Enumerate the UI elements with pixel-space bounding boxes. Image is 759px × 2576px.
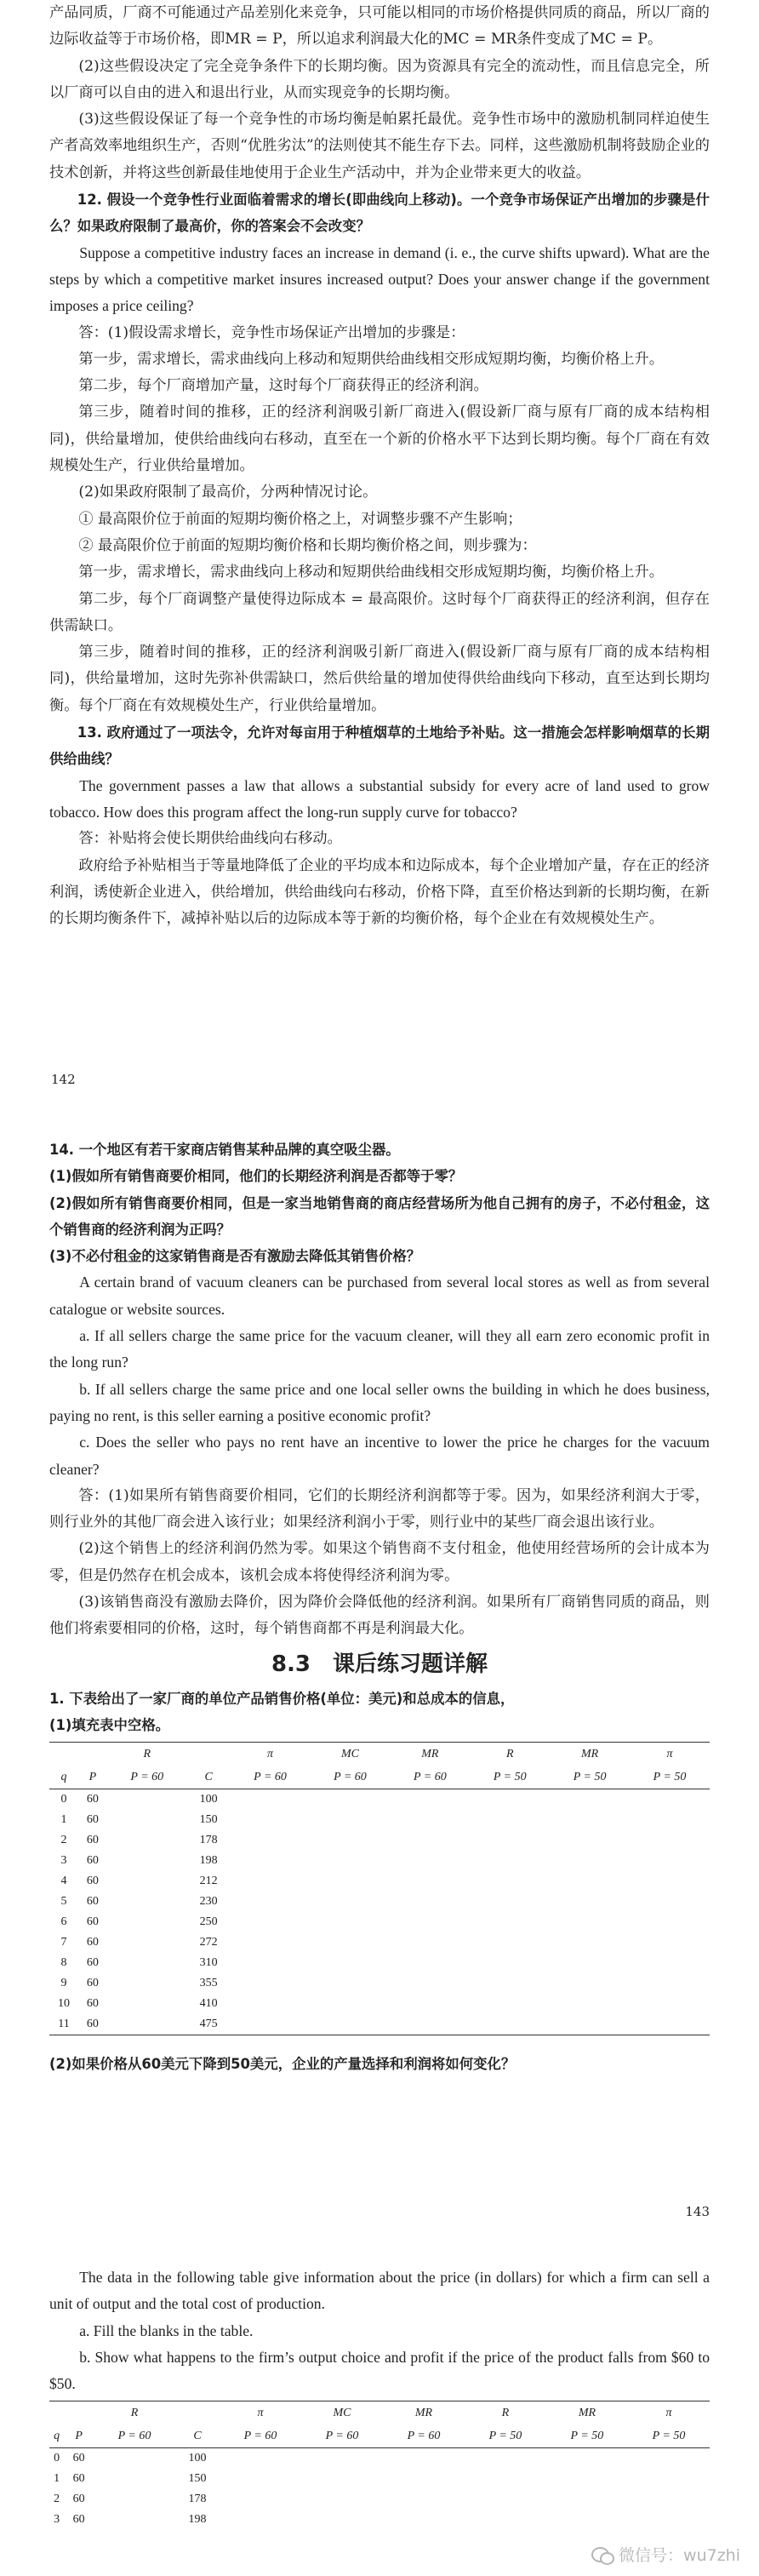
table-cell <box>311 1892 391 1912</box>
table-row <box>49 2510 710 2530</box>
table-row <box>49 1953 710 1973</box>
table-cell: 475 <box>187 2014 231 2035</box>
table-cell <box>107 1953 187 1973</box>
table-cell: 230 <box>199 1895 218 1909</box>
table-cell <box>311 1851 391 1871</box>
answer-line: 政府给予补贴相当于等量地降低了企业的平均成本和边际成本，每个企业增加产量，存在正的经济利润，诱使新企业进入，供给增加，供给曲线向右移动，价格下降，直至价格达到新的长期均衡，在新的长期均衡条件下，减掉补贴以后的边际成本等于新的均衡价格，每个企业在有效规模处生产。 <box>49 856 710 928</box>
table-header-cell: P = 60 <box>94 2425 175 2448</box>
table-cell <box>231 1810 311 1830</box>
table-header-cell: P = 50 <box>630 1766 710 1789</box>
table-cell <box>94 2448 175 2470</box>
cost-table <box>49 1742 710 2035</box>
table-cell <box>301 2469 383 2489</box>
table-cell <box>383 2489 465 2510</box>
table-cell <box>311 1871 391 1892</box>
table-cell: 60 <box>86 1997 99 2011</box>
table-cell <box>550 1810 630 1830</box>
table-cell <box>107 1830 187 1851</box>
paragraph: (2)这些假设决定了完全竞争条件下的长期均衡。因为资源具有完全的流动性，而且信息完全，所以厂商可以自由的进入和退出行业，从而实现竞争的长期均衡。 <box>49 57 710 101</box>
table-cell: 100 <box>199 1793 218 1806</box>
answer-line: (3)该销售商没有激励去降价，因为降价会降低他的经济利润。如果所有厂商销售同质的商品，则他们将索要相同的价格，这时，每个销售商都不再是利润最大化。 <box>49 1594 710 1638</box>
table-header-row <box>49 2401 710 2426</box>
question-14-part: (1)假如所有销售商要价相同，他们的长期经济利润是否都等于零？ <box>49 1168 463 1185</box>
table-cell <box>390 1912 470 1932</box>
answer-line: ② 最高限价位于前面的短期均衡价格和长期均衡价格之间，则步骤为： <box>78 536 537 554</box>
table-cell <box>301 2510 383 2530</box>
table-cell <box>550 1994 630 2014</box>
table-cell <box>107 1892 187 1912</box>
table-header-row <box>49 2425 710 2448</box>
table-header-cell: MC <box>311 1743 391 1767</box>
page-number: 143 <box>685 2204 710 2219</box>
table-header-cell: MR <box>390 1743 470 1767</box>
table-cell: 60 <box>86 1854 99 1868</box>
table-cell <box>231 1953 311 1973</box>
question-12-en: Suppose a competitive industry faces an increase in demand (i. e., the curve shifts upward). What are the steps by which a competitive market insures increased output? Does your answer change if the government imposes a price ceiling? <box>49 243 710 315</box>
table-cell <box>231 1912 311 1932</box>
exercise-1-en-item: b. Show what happens to the firm’s output choice and profit if the price of the product falls from $60 to $50. <box>49 2348 710 2393</box>
table-row <box>49 1830 710 1851</box>
table-cell <box>550 1851 630 1871</box>
table-cell <box>220 2510 301 2530</box>
table-cell <box>94 2510 175 2530</box>
table-header-cell: π <box>628 2401 710 2426</box>
table-cell <box>107 1810 187 1830</box>
table-cell <box>107 1973 187 1994</box>
table-cell: 60 <box>86 1895 99 1909</box>
table-cell <box>628 2489 710 2510</box>
table-cell <box>231 1851 311 1871</box>
question-12-cn: 12. 假设一个竞争性行业面临着需求的增长(即曲线向上移动)。一个竞争市场保证产出增加的步骤是什么？如果政府限制了最高价，你的答案会不会改变？ <box>49 192 710 235</box>
table-cell: 272 <box>199 1936 218 1949</box>
question-13-en: The government passes a law that allows a substantial subsidy for every acre of land used to grow tobacco. How does this program affect the long-run supply curve for tobacco? <box>49 776 710 821</box>
exercise-1-sub: (2)如果价格从60美元下降到50美元，企业的产量选择和利润将如何变化？ <box>49 2056 516 2073</box>
table-cell: 60 <box>86 1813 99 1827</box>
table-cell <box>630 1973 710 1994</box>
table-header-cell <box>78 1743 107 1767</box>
answer-line: 第一步，需求增长，需求曲线向上移动和短期供给曲线相交形成短期均衡，均衡价格上升。 <box>78 350 664 368</box>
watermark <box>591 2543 740 2566</box>
exercise-1-en-intro: The data in the following table give information about the price (in dollars) for which a firm can sell a unit of output and the total cost of production. <box>49 2269 710 2313</box>
table-cell <box>311 1973 391 1994</box>
table-header-cell: π <box>220 2401 301 2426</box>
table-cell: 60 <box>86 1915 99 1929</box>
table-cell: 6 <box>60 1915 67 1929</box>
table-cell <box>390 2014 470 2035</box>
answer-line: ① 最高限价位于前面的短期均衡价格之上，对调整步骤不产生影响； <box>78 510 522 528</box>
cost-table-en <box>49 2401 710 2530</box>
table-cell <box>630 1789 710 1811</box>
table-cell: 10 <box>57 1997 70 2011</box>
table-cell <box>231 1973 311 1994</box>
table-cell <box>546 2510 628 2530</box>
table-cell: 60 <box>72 2493 85 2506</box>
table-cell <box>107 1851 187 1871</box>
table-cell <box>470 1994 550 2014</box>
table-cell <box>470 1912 550 1932</box>
table-cell <box>550 1973 630 1994</box>
table-cell: 9 <box>60 1977 67 1990</box>
table-cell <box>383 2469 465 2489</box>
table-header-cell: MR <box>550 1743 630 1767</box>
table-cell <box>470 1871 550 1892</box>
table-cell: 310 <box>199 1956 218 1970</box>
table-cell <box>550 1789 630 1811</box>
table-header-cell: R <box>107 1743 187 1767</box>
table-cell: 5 <box>60 1895 67 1909</box>
table-header-cell: MR <box>546 2401 628 2426</box>
table-cell: 60 <box>86 1936 99 1949</box>
page-143-english <box>0 2264 759 2576</box>
table-cell: 3 <box>60 1854 67 1868</box>
answer-line: (2)这个销售上的经济利润仍然为零。如果这个销售商不支付租金，他使用经营场所的会计成本为零，但是仍然存在机会成本，该机会成本将使得经济利润为零。 <box>49 1540 710 1584</box>
table-header-cell: P = 60 <box>390 1766 470 1789</box>
table-cell <box>231 1871 311 1892</box>
table-cell: 198 <box>188 2513 207 2527</box>
table-header-cell: P <box>78 1766 107 1789</box>
table-header-cell: q <box>49 2425 64 2448</box>
table-header-cell: R <box>470 1743 550 1767</box>
question-14-en-item: c. Does the seller who pays no rent have an incentive to lower the price he charges for the vacuum cleaner? <box>49 1434 710 1478</box>
table-header-cell: R <box>94 2401 175 2426</box>
table-cell <box>107 1994 187 2014</box>
table-cell: 60 <box>86 1977 99 1990</box>
table-cell <box>390 1953 470 1973</box>
table-header-row <box>49 1743 710 1767</box>
table-header-cell: P <box>64 2425 94 2448</box>
table-cell <box>107 1789 187 1811</box>
table-cell <box>220 2469 301 2489</box>
table-row <box>49 1994 710 2014</box>
table-cell: 100 <box>188 2452 207 2465</box>
table-header-cell <box>187 1743 231 1767</box>
page-number: 142 <box>51 1072 76 1087</box>
table-cell: 3 <box>54 2513 60 2527</box>
table-cell <box>94 2469 175 2489</box>
table-cell: 60 <box>86 1793 99 1806</box>
table-header-cell <box>49 1743 78 1767</box>
table-cell <box>470 1973 550 1994</box>
exercise-1-title: 1. 下表给出了一家厂商的单位产品销售价格(单位：美元)和总成本的信息， <box>49 1690 515 1707</box>
table-cell <box>231 1994 311 2014</box>
table-cell <box>231 2014 311 2035</box>
table-cell <box>390 1789 470 1811</box>
table-header-cell: P = 50 <box>465 2425 546 2448</box>
table-cell <box>628 2510 710 2530</box>
table-cell <box>630 2014 710 2035</box>
table-header-cell: π <box>231 1743 311 1767</box>
table-cell <box>107 2014 187 2035</box>
table-cell <box>470 1810 550 1830</box>
table-cell <box>546 2448 628 2470</box>
table-cell <box>550 1912 630 1932</box>
exercise-1-sub: (1)填充表中空格。 <box>49 1716 170 1733</box>
table-cell <box>550 1953 630 1973</box>
answer-line: 第三步，随着时间的推移，正的经济利润吸引新厂商进入(假设新厂商与原有厂商的成本结构相同)，供给量增加，使供给曲线向右移动，直至在一个新的价格水平下达到长期均衡。每个厂商在有效规模处生产，行业供给量增加。 <box>49 404 710 475</box>
table-row <box>49 1871 710 1892</box>
table-cell <box>311 1953 391 1973</box>
table-cell <box>231 1830 311 1851</box>
exercise-1-en-item: a. Fill the blanks in the table. <box>79 2321 254 2339</box>
table-cell <box>465 2448 546 2470</box>
question-14-en-item: b. If all sellers charge the same price and one local seller owns the building in which he does business, paying no rent, is this seller earning a positive economic profit? <box>49 1380 710 1424</box>
table-header-cell: π <box>630 1743 710 1767</box>
table-cell: 150 <box>199 1813 218 1827</box>
table-header-cell: C <box>187 1766 231 1789</box>
table-header-cell: MR <box>383 2401 465 2426</box>
table-header-cell: P = 50 <box>550 1766 630 1789</box>
table-row <box>49 2448 710 2470</box>
table-cell <box>550 1830 630 1851</box>
table-cell <box>630 1932 710 1953</box>
table-cell <box>107 1912 187 1932</box>
table-cell <box>470 1789 550 1811</box>
table-cell <box>301 2489 383 2510</box>
table-cell <box>550 1892 630 1912</box>
table-cell: 410 <box>199 1997 218 2011</box>
table-cell <box>630 1912 710 1932</box>
table-cell: 60 <box>78 2014 107 2035</box>
table-cell <box>311 1932 391 1953</box>
table-cell: 0 <box>54 2452 60 2465</box>
table-cell <box>390 1810 470 1830</box>
table-cell: 60 <box>86 1956 99 1970</box>
table-cell <box>311 1810 391 1830</box>
table-cell <box>311 2014 391 2035</box>
table-cell <box>311 1994 391 2014</box>
answer-line: 第二步，每个厂商调整产量使得边际成本 = 最高限价。这时每个厂商获得正的经济利润，但存在供需缺口。 <box>49 590 710 634</box>
table-cell <box>383 2448 465 2470</box>
question-14-en: A certain brand of vacuum cleaners can be purchased from several local stores as well as from several catalogue or website sources. <box>49 1274 710 1318</box>
table-cell <box>628 2469 710 2489</box>
table-cell <box>630 1810 710 1830</box>
table-cell <box>383 2510 465 2530</box>
table-cell: 2 <box>60 1834 67 1847</box>
table-cell: 250 <box>199 1915 218 1929</box>
table-header-cell: P = 60 <box>301 2425 383 2448</box>
table-row <box>49 1973 710 1994</box>
table-cell <box>546 2469 628 2489</box>
table-header-cell: P = 50 <box>546 2425 628 2448</box>
table-header-cell: P = 50 <box>628 2425 710 2448</box>
table-header-cell: P = 60 <box>231 1766 311 1789</box>
table-cell <box>301 2448 383 2470</box>
page-142 <box>0 0 759 1102</box>
table-cell <box>470 1892 550 1912</box>
table-cell <box>311 1830 391 1851</box>
table-cell <box>390 1851 470 1871</box>
table-row <box>49 1789 710 1811</box>
table-cell <box>390 1871 470 1892</box>
table-cell <box>465 2489 546 2510</box>
table-cell <box>630 1892 710 1912</box>
table-header-cell: C <box>175 2425 220 2448</box>
table-cell <box>390 1892 470 1912</box>
table-header-cell <box>49 2401 64 2426</box>
table-cell <box>630 1871 710 1892</box>
table-cell <box>546 2489 628 2510</box>
table-cell: 150 <box>188 2472 207 2486</box>
table-cell: 7 <box>60 1936 67 1949</box>
table-cell <box>465 2469 546 2489</box>
table-cell <box>107 1932 187 1953</box>
table-cell: 60 <box>86 1834 99 1847</box>
table-cell <box>390 1830 470 1851</box>
section-title: 8.3 课后练习题详解 <box>271 1651 488 1677</box>
table-cell: 1 <box>54 2472 60 2486</box>
table-cell <box>628 2448 710 2470</box>
table-cell <box>311 1912 391 1932</box>
table-cell <box>220 2489 301 2510</box>
table-header-row <box>49 1766 710 1789</box>
table-header-cell: q <box>49 1766 78 1789</box>
table-cell: 2 <box>54 2493 60 2506</box>
table-cell <box>470 1851 550 1871</box>
table-cell: 60 <box>72 2513 85 2527</box>
table-cell <box>390 1932 470 1953</box>
table-cell: 212 <box>199 1875 218 1888</box>
question-14-part: (2)假如所有销售商要价相同，但是一家当地销售商的商店经营场所为他自己拥有的房子，不必付租金，这个销售商的经济利润为正吗？ <box>49 1194 710 1238</box>
table-row <box>49 1912 710 1932</box>
table-cell <box>465 2510 546 2530</box>
table-cell <box>390 1973 470 1994</box>
table-cell: 355 <box>199 1977 218 1990</box>
table-header-cell: MC <box>301 2401 383 2426</box>
table-cell <box>470 1932 550 1953</box>
answer-line: 答：(1)如果所有销售商要价相同，它们的长期经济利润都等于零。因为，如果经济利润大于零，则行业外的其他厂商会进入该行业；如果经济利润小于零，则行业中的某些厂商会退出该行业。 <box>49 1486 710 1531</box>
table-cell: 60 <box>72 2452 85 2465</box>
table-cell <box>470 2014 550 2035</box>
answer-line: (2)如果政府限制了最高价，分两种情况讨论。 <box>78 484 378 501</box>
table-header-cell: P = 60 <box>383 2425 465 2448</box>
table-cell: 178 <box>199 1834 218 1847</box>
table-cell <box>630 1953 710 1973</box>
wechat-icon <box>591 2545 613 2564</box>
answer-line: 第一步，需求增长，需求曲线向上移动和短期供给曲线相交形成短期均衡，均衡价格上升。 <box>78 564 664 581</box>
table-cell <box>390 1994 470 2014</box>
table-row <box>49 1810 710 1830</box>
table-cell: 0 <box>60 1793 67 1806</box>
table-cell: 60 <box>86 1875 99 1888</box>
table-header-cell: P = 60 <box>107 1766 187 1789</box>
paragraph: (3)这些假设保证了每一个竞争性的市场均衡是帕累托最优。竞争性市场中的激励机制同样迫使生产者高效率地组织生产，否则“优胜劣汰”的法则使其不能生存下去。同样，这些激励机制将鼓励企业的技术创新，并将这些创新最佳地使用于企业生产活动中，并为企业带来更大的收益。 <box>49 111 710 181</box>
table-cell: 198 <box>199 1854 218 1868</box>
question-13-cn: 13. 政府通过了一项法令，允许对每亩用于种植烟草的土地给予补贴。这一措施会怎样影响烟草的长期供给曲线？ <box>49 724 710 768</box>
question-14-en-item: a. If all sellers charge the same price for the vacuum cleaner, will they all earn zero economic profit in the long run? <box>49 1327 710 1371</box>
table-cell: 8 <box>60 1956 67 1970</box>
watermark-text: 微信号：wu7zhi <box>619 2546 740 2565</box>
table-header-cell <box>175 2401 220 2426</box>
table-cell: 4 <box>60 1875 67 1888</box>
table-cell <box>630 1851 710 1871</box>
table-header-cell: P = 60 <box>311 1766 391 1789</box>
table-header-cell <box>64 2401 94 2426</box>
table-cell <box>231 1892 311 1912</box>
table-header-cell: P = 60 <box>220 2425 301 2448</box>
table-cell: 11 <box>49 2014 78 2035</box>
table-row <box>49 2469 710 2489</box>
answer-line: 答：补贴将会使长期供给曲线向右移动。 <box>78 830 342 848</box>
table-row <box>49 2489 710 2510</box>
answer-line: 答：(1)假设需求增长，竞争性市场保证产出增加的步骤是： <box>78 323 465 341</box>
table-cell <box>231 1789 311 1811</box>
table-row <box>49 1932 710 1953</box>
table-cell <box>94 2489 175 2510</box>
table-cell <box>550 1871 630 1892</box>
table-cell <box>550 1932 630 1953</box>
answer-line: 第三步，随着时间的推移，正的经济利润吸引新厂商进入(假设新厂商与原有厂商的成本结构相同)，供给量增加，这时先弥补供需缺口，然后供给量的增加使得供给曲线向下移动，直至达到长期均衡。每个厂商在有效规模处生产，行业供给量增加。 <box>49 644 710 714</box>
table-cell <box>550 2014 630 2035</box>
answer-line: 第二步，每个厂商增加产量，这时每个厂商获得正的经济利润。 <box>78 377 488 395</box>
paragraph: 产品同质，厂商不可能通过产品差别化来竞争，只可能以相同的市场价格提供同质的商品，所以厂商的边际收益等于市场价格，即MR = P，所以追求利润最大化的MC = MR条件变成了MC = P。 <box>49 4 710 49</box>
question-14-title: 14. 一个地区有若干家商店销售某种品牌的真空吸尘器。 <box>49 1142 400 1158</box>
table-cell: 178 <box>188 2493 207 2506</box>
table-cell <box>630 1994 710 2014</box>
table-cell <box>311 1789 391 1811</box>
table-cell <box>470 1830 550 1851</box>
page-143 <box>0 1136 759 2235</box>
question-14-part: (3)不必付租金的这家销售商是否有激励去降低其销售价格？ <box>49 1248 421 1265</box>
table-cell <box>220 2448 301 2470</box>
table-cell: 60 <box>72 2472 85 2486</box>
table-row <box>49 1851 710 1871</box>
table-header-cell: R <box>465 2401 546 2426</box>
table-row <box>49 2014 710 2035</box>
table-cell <box>107 1871 187 1892</box>
table-row <box>49 1892 710 1912</box>
table-cell <box>470 1953 550 1973</box>
table-cell: 1 <box>60 1813 67 1827</box>
table-cell <box>231 1932 311 1953</box>
table-header-cell: P = 50 <box>470 1766 550 1789</box>
table-cell <box>630 1830 710 1851</box>
